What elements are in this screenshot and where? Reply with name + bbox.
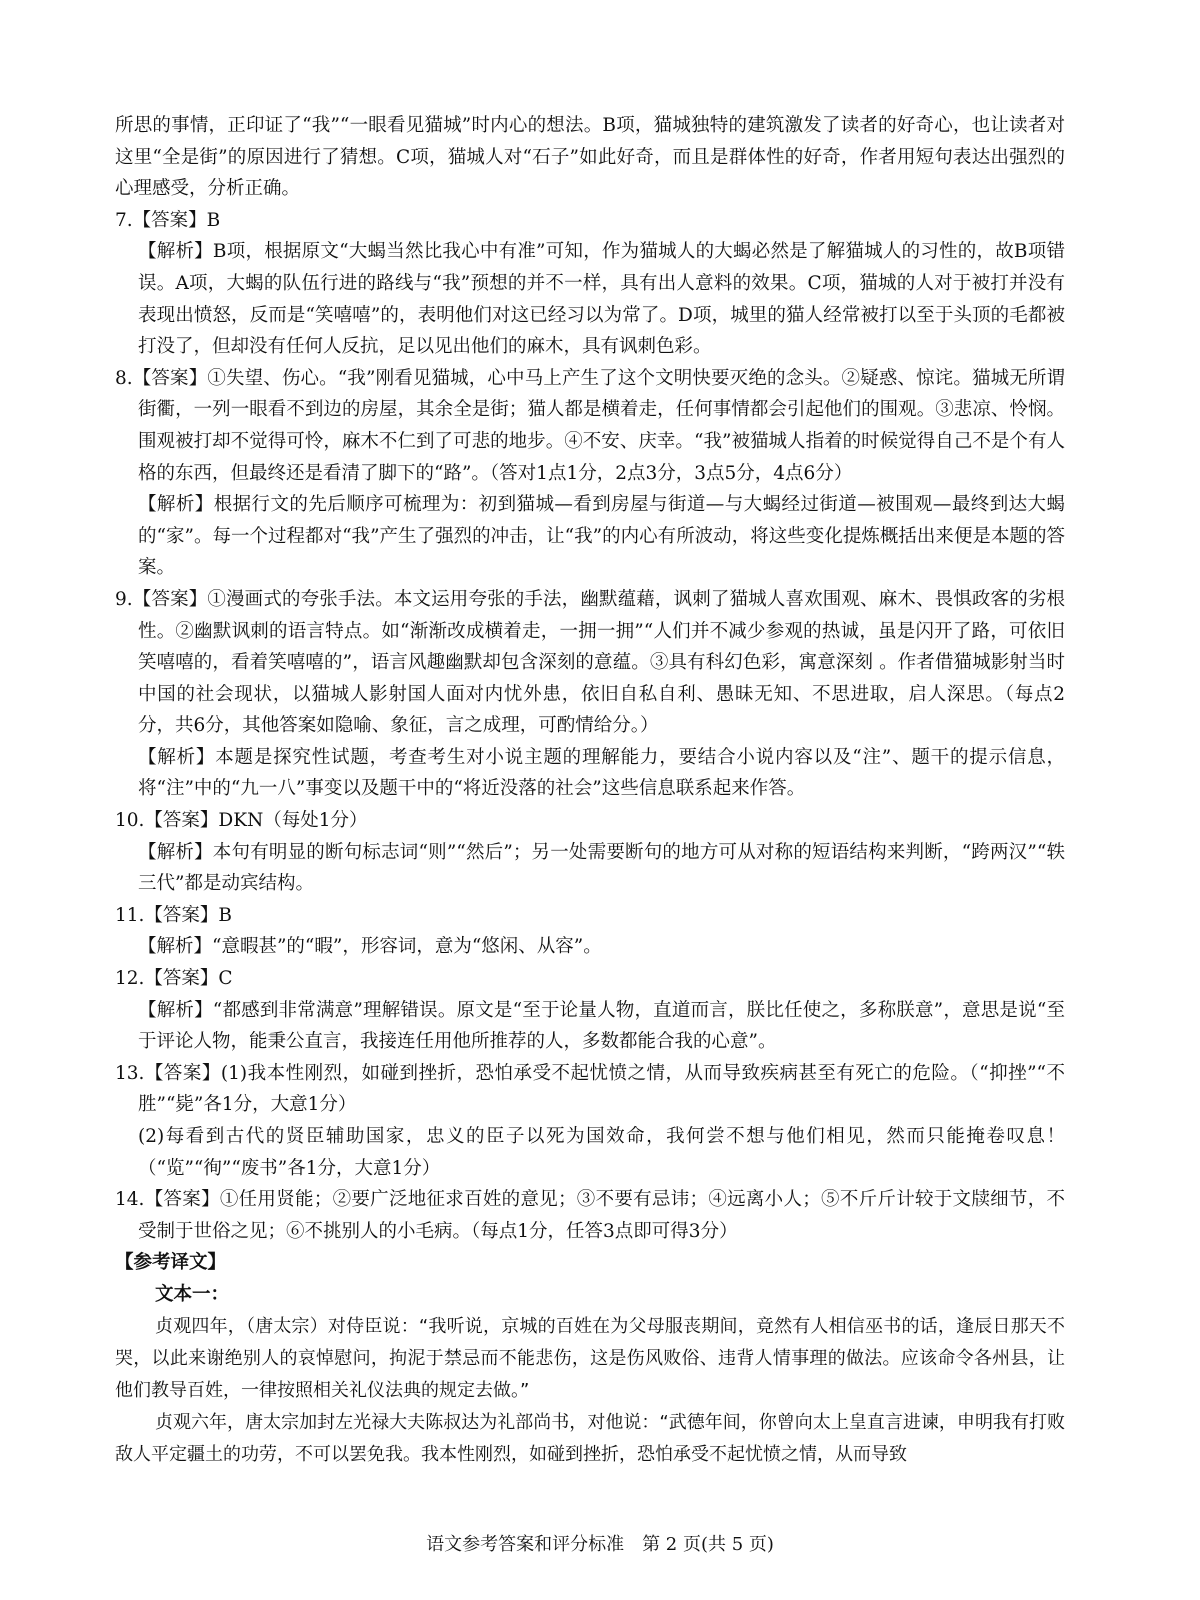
analysis-11: 【解析】“意暇甚”的“暇”，形容词，意为“悠闲、从容”。 <box>138 936 602 958</box>
answer-7: 7.【答案】B <box>115 209 221 231</box>
analysis-7: 【解析】B项，根据原文“大蝎当然比我心中有准”可知，作为猫城人的大蝎必然是了解猫城人的习性的，故B项错误。A项，大蝎的队伍行进的路线与“我”预想的并不一样，具有出人意料的效果。C项，猫城的人对于被打并没有表现出愤怒，反而是“笑嘻嘻”的，表明他们对这已经习以为常了。D项，城里的猫人经常被打以至于头顶的毛都被打没了，但却没有任何人反抗，足以见出他们的麻木，具有讽刺色彩。 <box>138 241 1065 358</box>
answer-list <box>115 205 1065 1248</box>
answer-12: 12.【答案】C <box>115 968 233 990</box>
answer-8: 8.【答案】①失望、伤心。“我”刚看见猫城，心中马上产生了这个文明快要灭绝的念头。②疑惑、惊诧。猫城无所谓街衢，一列一眼看不到边的房屋，其余全是街；猫人都是横着走，任何事情都会引起他们的围观。③悲凉、怜悯。围观被打却不觉得可怜，麻木不仁到了可悲的地步。④不安、庆幸。“我”被猫城人指着的时候觉得自己不是个有人格的东西，但最终还是看清了脚下的“路”。（答对1点1分，2点3分，3点5分，4点6分） <box>115 367 1065 484</box>
translation-title: 【参考译文】 <box>115 1252 227 1274</box>
text-one-label: 文本一： <box>155 1283 230 1305</box>
document-body <box>115 110 1065 1471</box>
answer-11: 11.【答案】B <box>115 904 233 926</box>
answer-14: 14.【答案】①任用贤能；②要广泛地征求百姓的意见；③不要有忌讳；④远离小人；⑤不斤斤计较于文牍细节，不受制于世俗之见；⑥不挑别人的小毛病。（每点1分，任答3点即可得3分） <box>115 1189 1065 1242</box>
answer-13: 13.【答案】(1)我本性刚烈，如碰到挫折，恐怕承受不起忧愤之情，从而导致疾病甚至有死亡的危险。（“抑挫”“不胜”“毙”各1分，大意1分） <box>115 1062 1065 1116</box>
analysis-12: 【解析】“都感到非常满意”理解错误。原文是“至于论量人物，直道而言，朕比任使之，多称朕意”，意思是说“至于评论人物，能秉公直言，我接连任用他所推荐的人，多数都能合我的心意”。 <box>138 999 1065 1053</box>
analysis-8: 【解析】根据行文的先后顺序可梳理为：初到猫城—看到房屋与街道—与大蝎经过街道—被围观—最终到达大蝎的“家”。每一个过程都对“我”产生了强烈的冲击，让“我”的内心有所波动，将这些变化提炼概括出来便是本题的答案。 <box>138 494 1065 579</box>
answer-10: 10.【答案】DKN（每处1分） <box>115 810 368 832</box>
continuation-text: 所思的事情，正印证了“我”“一眼看见猫城”时内心的想法。B项，猫城独特的建筑激发了读者的好奇心，也让读者对这里“全是街”的原因进行了猜想。C项，猫城人对“石子”如此好奇，而且是群体性的好奇，作者用短句表达出强烈的心理感受，分析正确。 <box>115 115 1065 200</box>
analysis-9: 【解析】本题是探究性试题，考查考生对小说主题的理解能力，要结合小说内容以及“注”、题干的提示信息，将“注”中的“九一八”事变以及题干中的“将近没落的社会”这些信息联系起来作答。 <box>138 746 1065 800</box>
translation-paragraph-1: 贞观四年，（唐太宗）对侍臣说：“我听说，京城的百姓在为父母服丧期间，竟然有人相信巫书的话，逢辰日那天不哭，以此来谢绝别人的哀悼慰问，拘泥于禁忌而不能悲伤，这是伤风败俗、违背人情事理的做法。应该命令各州县，让他们教导百姓，一律按照相关礼仪法典的规定去做。” <box>115 1315 1065 1401</box>
answer-9: 9.【答案】①漫画式的夸张手法。本文运用夸张的手法，幽默蕴藉，讽刺了猫城人喜欢围观、麻木、畏惧政客的劣根性。②幽默讽刺的语言特点。如“渐渐改成横着走，一拥一拥”“人们并不减少参观的热诚，虽是闪开了路，可依旧笑嘻嘻的，看着笑嘻嘻的”，语言风趣幽默却包含深刻的意蕴。③具有科幻色彩，寓意深刻 。作者借猫城影射当时中国的社会现状，以猫城人影射国人面对内忧外患，依旧自私自利、愚昧无知、不思进取，启人深思。（每点2分，共6分，其他答案如隐喻、象征，言之成理，可酌情给分。） <box>115 588 1065 737</box>
analysis-10: 【解析】本句有明显的断句标志词“则”“然后”；另一处需要断句的地方可从对称的短语结构来判断，“跨两汉”“轶三代”都是动宾结构。 <box>138 841 1065 895</box>
translation-paragraph-2: 贞观六年，唐太宗加封左光禄大夫陈叔达为礼部尚书，对他说：“武德年间，你曾向太上皇直言进谏，申明我有打败敌人平定疆土的功劳，不可以罢免我。我本性刚烈，如碰到挫折，恐怕承受不起忧愤之情，从而导致 <box>115 1411 1065 1465</box>
page-footer: 语文参考答案和评分标准 第 2 页(共 5 页) <box>426 1534 774 1555</box>
answer-13-part-2: (2)每看到古代的贤臣辅助国家，忠义的臣子以死为国效命，我何尝不想与他们相见，然而只能掩卷叹息！（“览”“徇”“废书”各1分，大意1分） <box>138 1126 1065 1179</box>
